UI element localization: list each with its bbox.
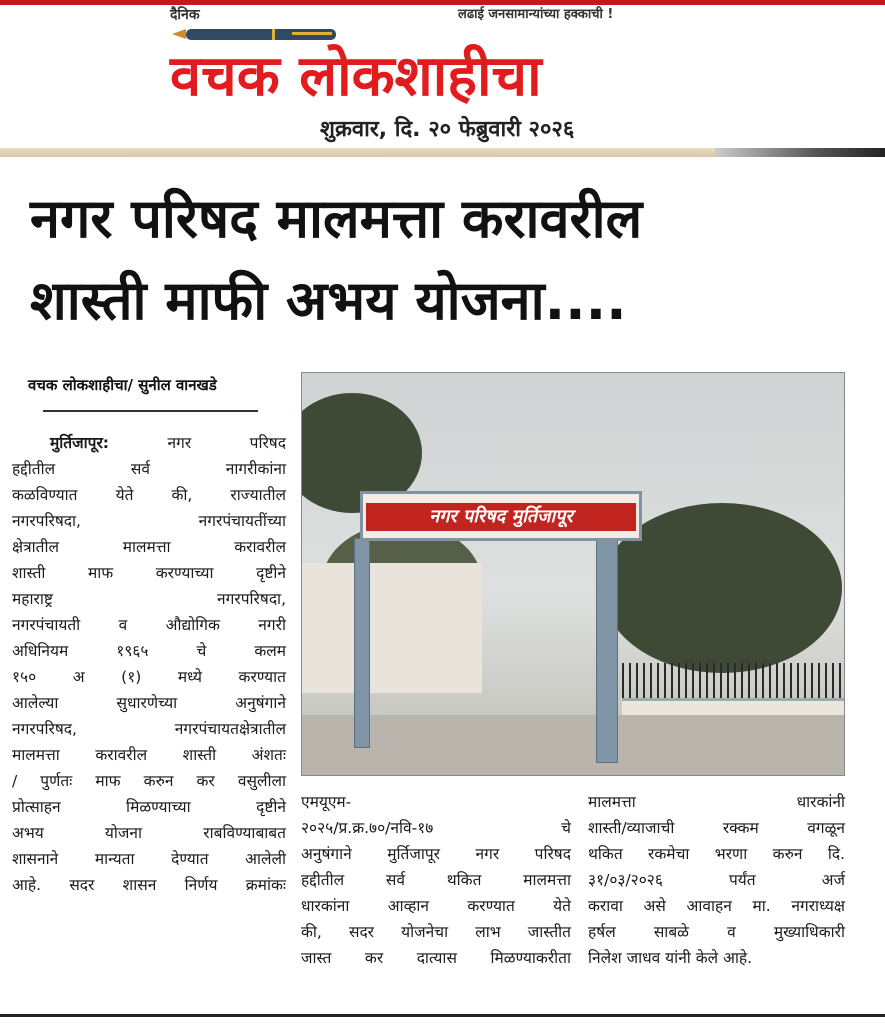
- article-photo: [301, 372, 845, 776]
- headline-line-1: नगर परिषद मालमत्ता करावरील: [30, 187, 643, 250]
- text-line: शासनाने मान्यता देण्यात आलेली: [12, 850, 286, 868]
- dateline: मुर्तिजापूर:: [50, 434, 109, 452]
- text-line: एमयूएम-: [301, 793, 352, 811]
- text-line: थकित रकमेचा भरणा करुन दि.: [588, 845, 845, 863]
- text-line: अधिनियम १९६५ चे कलम: [12, 642, 286, 660]
- top-red-bar: [0, 0, 885, 5]
- ground: [302, 715, 844, 775]
- fence: [622, 663, 845, 701]
- text-line: मालमत्ता धारकांनी: [588, 793, 845, 811]
- text-line: शास्ती माफ करण्याच्या दृष्टीने: [12, 564, 286, 582]
- text-line: क्षेत्रातील मालमत्ता करावरील: [12, 538, 286, 556]
- masthead-tagline: लढाई जनसामान्यांच्या हक्काची !: [458, 7, 614, 22]
- headline-line-2: शास्ती माफी अभय योजना....: [30, 269, 627, 332]
- text-line: नगरपंचायती व औद्योगिक नगरी: [12, 616, 286, 634]
- bottom-rule: [0, 1014, 885, 1017]
- text-line: ३१/०३/२०२६ पर्यंत अर्ज: [588, 871, 845, 889]
- text-line: १५० अ (१) मध्ये करण्यात: [12, 668, 286, 686]
- gate-pillar: [596, 538, 618, 763]
- text-line: आहे. सदर शासन निर्णय क्रमांकः: [12, 876, 286, 894]
- gate-sign: नगर परिषद मुर्तिजापूर: [366, 503, 636, 531]
- masthead-logo: वचक लोकशाहीचा: [170, 44, 542, 109]
- article-column-3: [588, 789, 845, 971]
- text-line: हद्दीतील सर्व नागरीकांना: [12, 460, 286, 478]
- text-line: हर्षल साबळे व मुख्याधिकारी: [588, 923, 845, 941]
- text-line: की, सदर योजनेचा लाभ जास्तीत: [301, 923, 571, 941]
- text-line: महाराष्ट्र नगरपरिषदा,: [12, 590, 286, 608]
- text-line: [12, 430, 286, 456]
- text-line: हद्दीतील सर्व थकित मालमत्ता: [301, 871, 571, 889]
- masthead-date: शुक्रवार, दि. २० फेब्रुवारी २०२६: [320, 117, 575, 142]
- text-line: / पुर्णतः माफ करुन कर वसुलीला: [12, 772, 286, 790]
- text-line: निलेश जाधव यांनी केले आहे.: [588, 949, 753, 967]
- text-line: जास्त कर दात्यास मिळण्याकरीता: [301, 949, 571, 967]
- text-line: अभय योजना राबविण्याबाबत: [12, 824, 286, 842]
- text-line: धारकांना आव्हान करण्यात येते: [301, 897, 571, 915]
- text-line: नगरपरिषद, नगरपंचायतक्षेत्रातील: [12, 720, 286, 738]
- building: [302, 563, 482, 693]
- masthead-divider-dark: [715, 148, 885, 157]
- text-line: नगरपरिषदा, नगरपंचायतींच्या: [12, 512, 286, 530]
- text-line: अनुषंगाने मुर्तिजापूर नगर परिषद: [301, 845, 571, 863]
- byline: वचक लोकशाहीचा/ सुनील वानखडे: [28, 376, 217, 394]
- text-line: प्रोत्साहन मिळण्याच्या दृष्टीने: [12, 798, 286, 816]
- text-fragment: नगर परिषद: [167, 434, 286, 452]
- article-column-1: [12, 430, 286, 898]
- text-line: आलेल्या सुधारणेच्या अनुषंगाने: [12, 694, 286, 712]
- fountain-pen-icon: [172, 26, 344, 42]
- article-column-2: [301, 789, 571, 971]
- text-line: २०२५/प्र.क्र.७०/नवि-१७ चे: [301, 819, 571, 837]
- text-line: शास्ती/व्याजाची रक्कम वगळून: [588, 819, 845, 837]
- text-line: करावा असे आवाहन मा. नगराध्यक्ष: [588, 897, 845, 915]
- masthead-daily-label: दैनिक: [170, 7, 200, 23]
- text-line: मालमत्ता करावरील शास्ती अंशतः: [12, 746, 286, 764]
- gate-pillar: [354, 538, 370, 748]
- article-headline: [30, 178, 860, 342]
- text-line: कळविण्यात येते की, राज्यातील: [12, 486, 286, 504]
- byline-rule: [43, 410, 258, 412]
